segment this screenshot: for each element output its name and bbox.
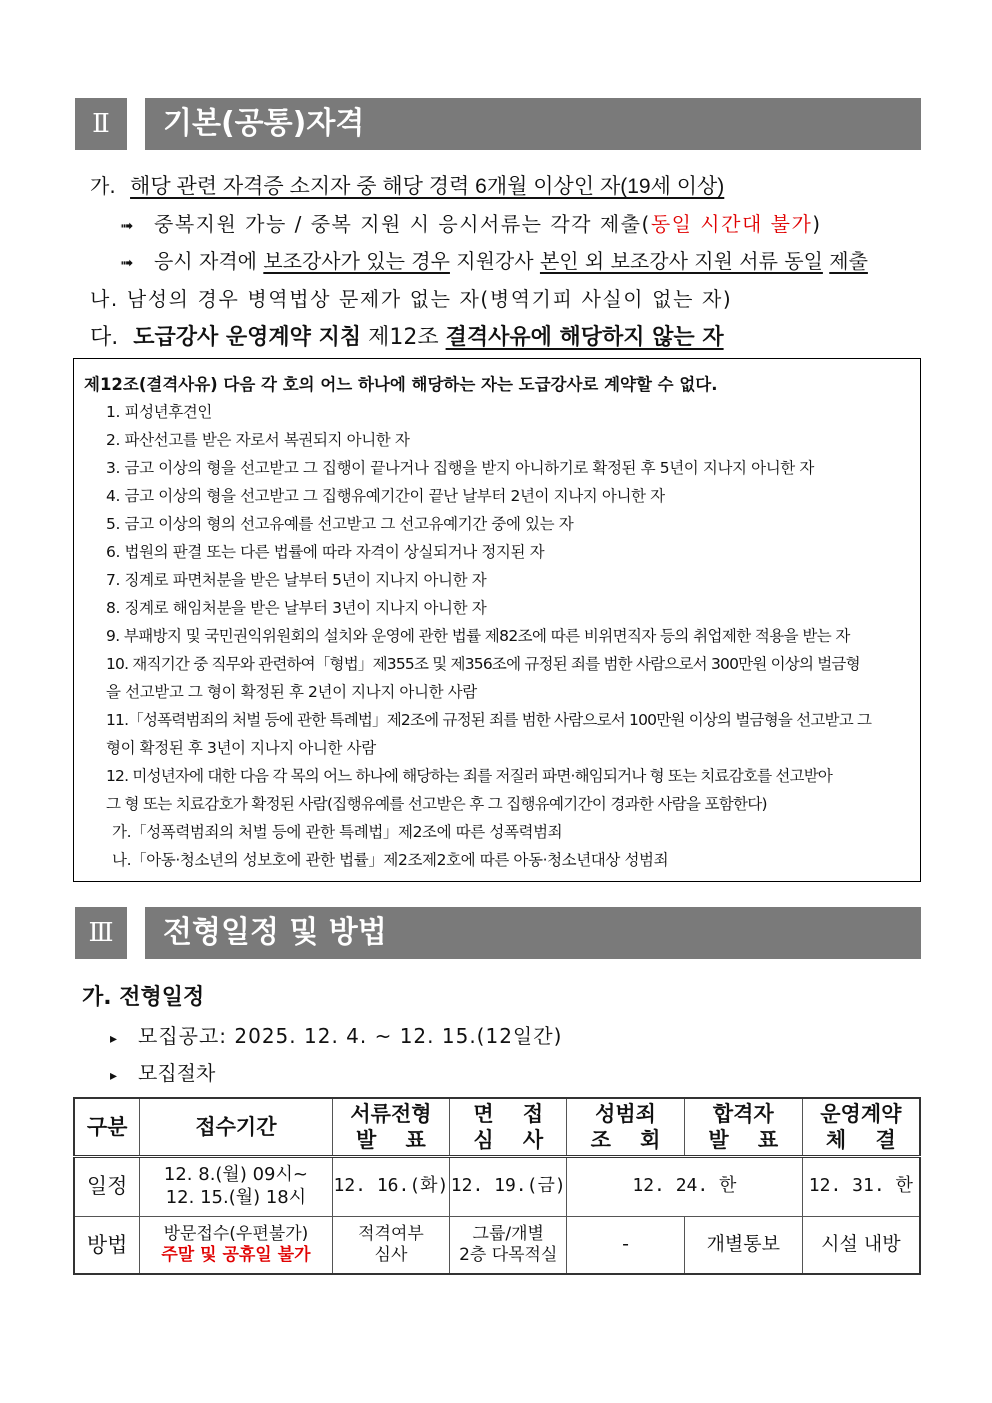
section-number: Ⅲ — [75, 907, 127, 959]
qualification-c — [90, 320, 724, 351]
cell-crime-result: 12. 24. 한 — [567, 1156, 803, 1216]
qualification-a-text: 해당 관련 자격증 소지자 중 해당 경력 6개월 이상인 자(19세 이상) — [130, 175, 725, 198]
cell-period: 방문접수(우편불가) 주말 및 공휴일 불가 — [140, 1216, 332, 1274]
list-item: 가.「성폭력범죄의 처벌 등에 관한 특례법」제2조에 따른 성폭력범죄 — [112, 823, 563, 841]
list-item: 6. 법원의 판결 또는 다른 법률에 따라 자격이 상실되거나 정지된 자 — [106, 543, 545, 561]
schedule-bullet-1 — [110, 1020, 562, 1049]
qualification-a2-underline3: 제출 — [829, 249, 868, 273]
header-interview: 면 접 심 사 — [450, 1098, 567, 1156]
header-period: 접수기간 — [140, 1098, 332, 1156]
qualification-a2-text1: 응시 자격에 — [154, 249, 264, 273]
cell-interview: 12. 19.(금) — [450, 1156, 567, 1216]
item-prefix: 가. — [90, 174, 116, 198]
arrow-icon: ➟ — [120, 253, 134, 272]
cell-contract: 시설 내방 — [802, 1216, 920, 1274]
schedule-bullet-1-text: 모집공고: 2025. 12. 4. ~ 12. 15.(12일간) — [138, 1024, 563, 1048]
cell-contract: 12. 31. 한 — [802, 1156, 920, 1216]
list-item: 7. 징계로 파면처분을 받은 날부터 5년이 지나지 아니한 자 — [106, 571, 487, 589]
qualification-a2 — [120, 245, 868, 274]
qualification-a — [90, 170, 724, 200]
list-item: 4. 금고 이상의 형을 선고받고 그 집행유예기간이 끝난 날부터 2년이 지나지 아니한 자 — [106, 487, 665, 505]
header-contract: 운영계약 체 결 — [802, 1098, 920, 1156]
section-title: 전형일정 및 방법 — [145, 907, 921, 959]
list-item: 2. 파산선고를 받은 자로서 복권되지 아니한 자 — [106, 431, 410, 449]
table-header-row — [74, 1098, 920, 1156]
list-item: 10. 재직기간 중 직무와 관련하여「형법」제355조 및 제356조에 규정된 죄를 범한 사람으로서 300만원 이상의 벌금형 — [106, 655, 860, 673]
section-2-header — [75, 98, 921, 150]
table-row — [74, 1156, 920, 1216]
list-item: 1. 피성년후견인 — [106, 403, 212, 421]
table-row — [74, 1216, 920, 1274]
disqualification-box — [73, 358, 921, 882]
row-label: 방법 — [74, 1216, 140, 1274]
list-item: 12. 미성년자에 대한 다음 각 목의 어느 하나에 해당하는 죄를 저질러 파면·해임되거나 형 또는 치료감호를 선고받아 — [106, 767, 833, 785]
row-label: 일정 — [74, 1156, 140, 1216]
list-item: 5. 금고 이상의 형의 선고유예를 선고받고 그 선고유예기간 중에 있는 자 — [106, 515, 574, 533]
list-item: 11.「성폭력범죄의 처벌 등에 관한 특례법」제2조에 규정된 죄를 범한 사람으로서 100만원 이상의 벌금형을 선고받고 그 — [106, 711, 872, 729]
cell-interview: 그룹/개별 2층 다목적실 — [450, 1216, 567, 1274]
list-item: 3. 금고 이상의 형을 선고받고 그 집행이 끝나거나 집행을 받지 아니하기로 확정된 후 5년이 지나지 아니한 자 — [106, 459, 814, 477]
list-item: 을 선고받고 그 형이 확정된 후 2년이 지나지 아니한 사람 — [106, 683, 477, 701]
cell-period: 12. 8.(월) 09시~ 12. 15.(월) 18시 — [140, 1156, 332, 1216]
qualification-b: 나. 남성의 경우 병역법상 문제가 없는 자(병역기피 사실이 없는 자) — [90, 287, 733, 311]
qualification-c-text: 제12조 — [361, 325, 446, 350]
arrow-icon: ➟ — [120, 216, 135, 235]
header-document: 서류전형 발 표 — [332, 1098, 450, 1156]
schedule-table — [73, 1097, 921, 1275]
qualification-c-bold2: 결격사유에 해당하지 않는 자 — [445, 325, 724, 350]
triangle-bullet-icon: ▸ — [110, 1068, 118, 1084]
schedule-bullet-2 — [110, 1057, 215, 1086]
qualification-a1-red: 동일 시간대 불가 — [650, 212, 813, 236]
list-item: 9. 부패방지 및 국민권익위원회의 설치와 운영에 관한 법률 제82조에 따른 비위면직자 등의 취업제한 적용을 받는 자 — [106, 627, 850, 645]
header-crime-check: 성범죄 조 회 — [567, 1098, 685, 1156]
list-item: 형이 확정된 후 3년이 지나지 아니한 사람 — [106, 739, 376, 757]
list-item: 나.「아동·청소년의 성보호에 관한 법률」제2조제2호에 따른 아동·청소년대상 성범죄 — [112, 851, 669, 869]
section-title: 기본(공통)자격 — [145, 98, 921, 150]
cell-document: 적격여부 심사 — [332, 1216, 450, 1274]
cell-result: 개별통보 — [684, 1216, 802, 1274]
item-prefix: 다. — [90, 325, 119, 350]
qualification-a2-underline1: 보조강사가 있는 경우 — [263, 249, 450, 273]
list-item: 8. 징계로 해임처분을 받은 날부터 3년이 지나지 아니한 자 — [106, 599, 487, 617]
qualification-a2-underline2: 본인 외 보조강사 지원 서류 동일 — [539, 249, 823, 273]
cell-document: 12. 16.(화) — [332, 1156, 450, 1216]
header-category: 구분 — [74, 1098, 140, 1156]
list-item: 그 형 또는 치료감호가 확정된 사람(집행유예를 선고받은 후 그 집행유예기간이 경과한 사람을 포함한다) — [106, 795, 767, 813]
qualification-a2-text2: 지원강사 — [449, 249, 540, 273]
triangle-bullet-icon: ▸ — [110, 1031, 119, 1047]
box-title: 제12조(결격사유) 다음 각 호의 어느 하나에 해당하는 자는 도급강사로 계약할 수 없다. — [84, 375, 718, 394]
qualification-c-bold1: 도급강사 운영계약 지침 — [133, 325, 362, 350]
schedule-bullet-2-text: 모집절차 — [138, 1061, 216, 1085]
section-3-header — [75, 907, 921, 959]
section-number: Ⅱ — [75, 98, 127, 150]
qualification-a1-end: ) — [812, 212, 822, 236]
qualification-a1 — [120, 208, 822, 237]
schedule-subheading: 가. 전형일정 — [82, 985, 205, 1010]
cell-crime-check: - — [567, 1216, 685, 1274]
header-result: 합격자 발 표 — [684, 1098, 802, 1156]
qualification-a1-text: 중복지원 가능 / 중복 지원 시 응시서류는 각각 제출( — [154, 212, 651, 236]
